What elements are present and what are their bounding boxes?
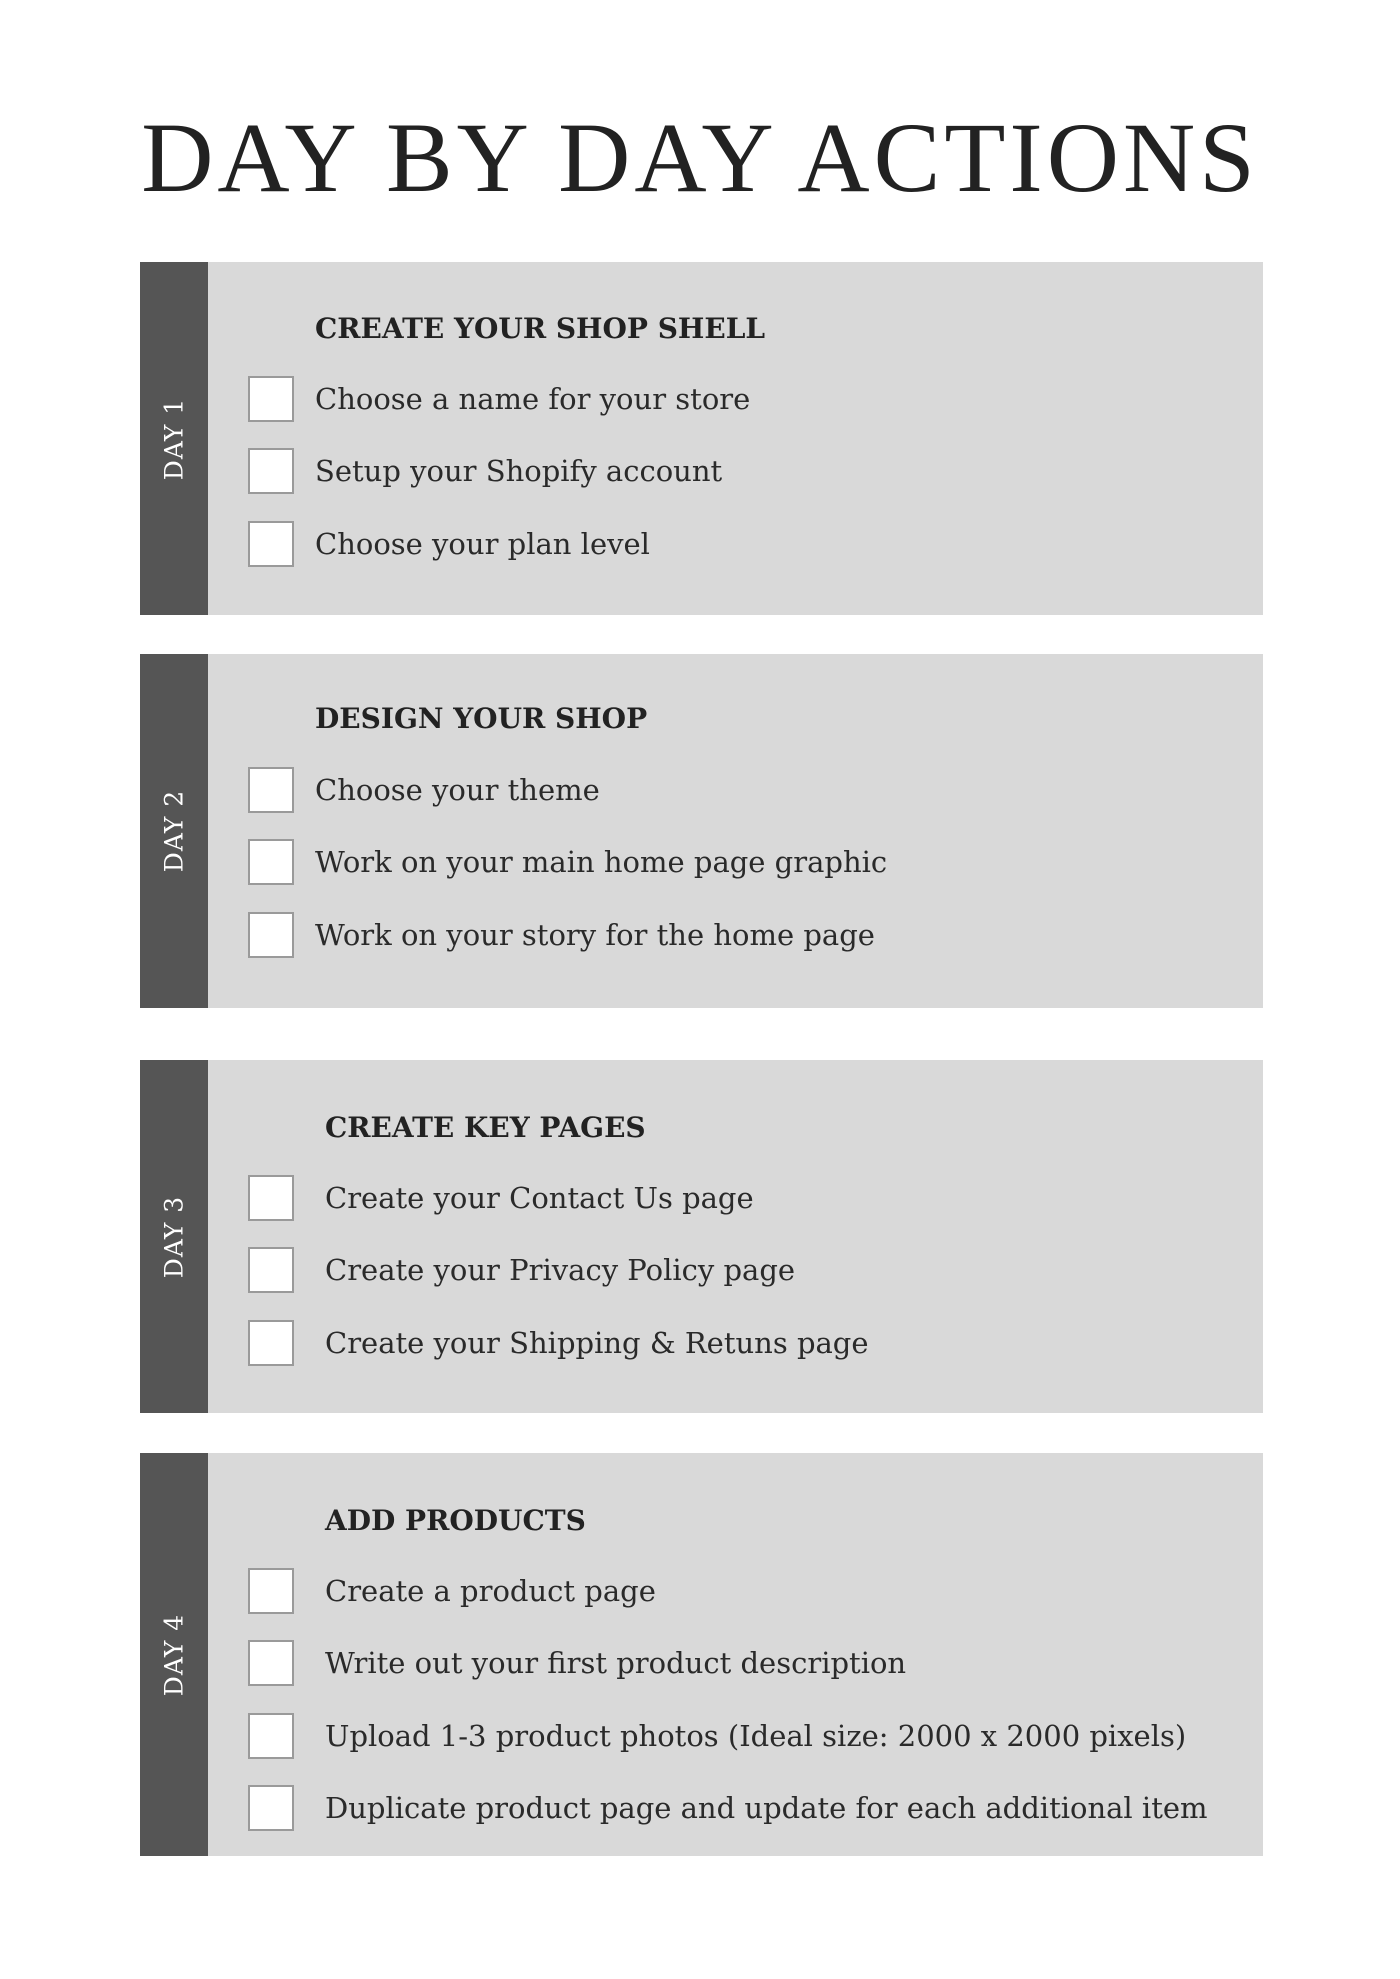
checkbox[interactable] [248, 1785, 294, 1831]
task-label: Choose your theme [315, 773, 600, 807]
day-tab-label: DAY 4 [159, 1613, 189, 1696]
checkbox[interactable] [248, 912, 294, 958]
checkbox[interactable] [248, 767, 294, 813]
task-label: Create your Privacy Policy page [325, 1253, 796, 1287]
checkbox[interactable] [248, 1247, 294, 1293]
task-label: Work on your story for the home page [315, 918, 875, 952]
section-heading: CREATE YOUR SHOP SHELL [315, 312, 766, 345]
day-tab-label: DAY 3 [159, 1195, 189, 1278]
checkbox[interactable] [248, 1713, 294, 1759]
checklist-item [140, 838, 1263, 886]
task-label: Duplicate product page and update for each additional item [325, 1791, 1208, 1825]
checkbox[interactable] [248, 1320, 294, 1366]
task-label: Create your Contact Us page [325, 1181, 754, 1215]
page-title: DAY BY DAY ACTIONS [141, 102, 1259, 213]
checklist-item [140, 911, 1263, 959]
checklist-item [140, 1246, 1263, 1294]
checklist-item [140, 1639, 1263, 1687]
checklist-item [140, 1174, 1263, 1222]
task-label: Work on your main home page graphic [315, 845, 888, 879]
checklist-item [140, 520, 1263, 568]
checklist-item [140, 1319, 1263, 1367]
task-label: Choose a name for your store [315, 382, 751, 416]
checklist-item [140, 447, 1263, 495]
checklist-item [140, 375, 1263, 423]
checklist-item [140, 766, 1263, 814]
checklist-item [140, 1784, 1263, 1832]
section-heading: ADD PRODUCTS [325, 1504, 586, 1537]
task-label: Upload 1-3 product photos (Ideal size: 2000 x 2000 pixels) [325, 1719, 1187, 1753]
checklist-item [140, 1567, 1263, 1615]
task-label: Create a product page [325, 1574, 656, 1608]
day-1-card [140, 262, 1263, 615]
day-tab-label: DAY 1 [159, 397, 189, 480]
task-label: Setup your Shopify account [315, 454, 723, 488]
checkbox[interactable] [248, 376, 294, 422]
day-3-card [140, 1060, 1263, 1413]
checkbox[interactable] [248, 448, 294, 494]
checkbox[interactable] [248, 1568, 294, 1614]
checkbox[interactable] [248, 1175, 294, 1221]
section-heading: DESIGN YOUR SHOP [315, 702, 648, 735]
day-2-card [140, 654, 1263, 1008]
task-label: Write out your first product description [325, 1646, 907, 1680]
checkbox[interactable] [248, 521, 294, 567]
task-label: Choose your plan level [315, 527, 650, 561]
task-label: Create your Shipping & Retuns page [325, 1326, 869, 1360]
day-4-card [140, 1453, 1263, 1856]
checkbox[interactable] [248, 1640, 294, 1686]
section-heading: CREATE KEY PAGES [325, 1111, 646, 1144]
checkbox[interactable] [248, 839, 294, 885]
checklist-item [140, 1712, 1263, 1760]
day-tab-label: DAY 2 [159, 789, 189, 873]
